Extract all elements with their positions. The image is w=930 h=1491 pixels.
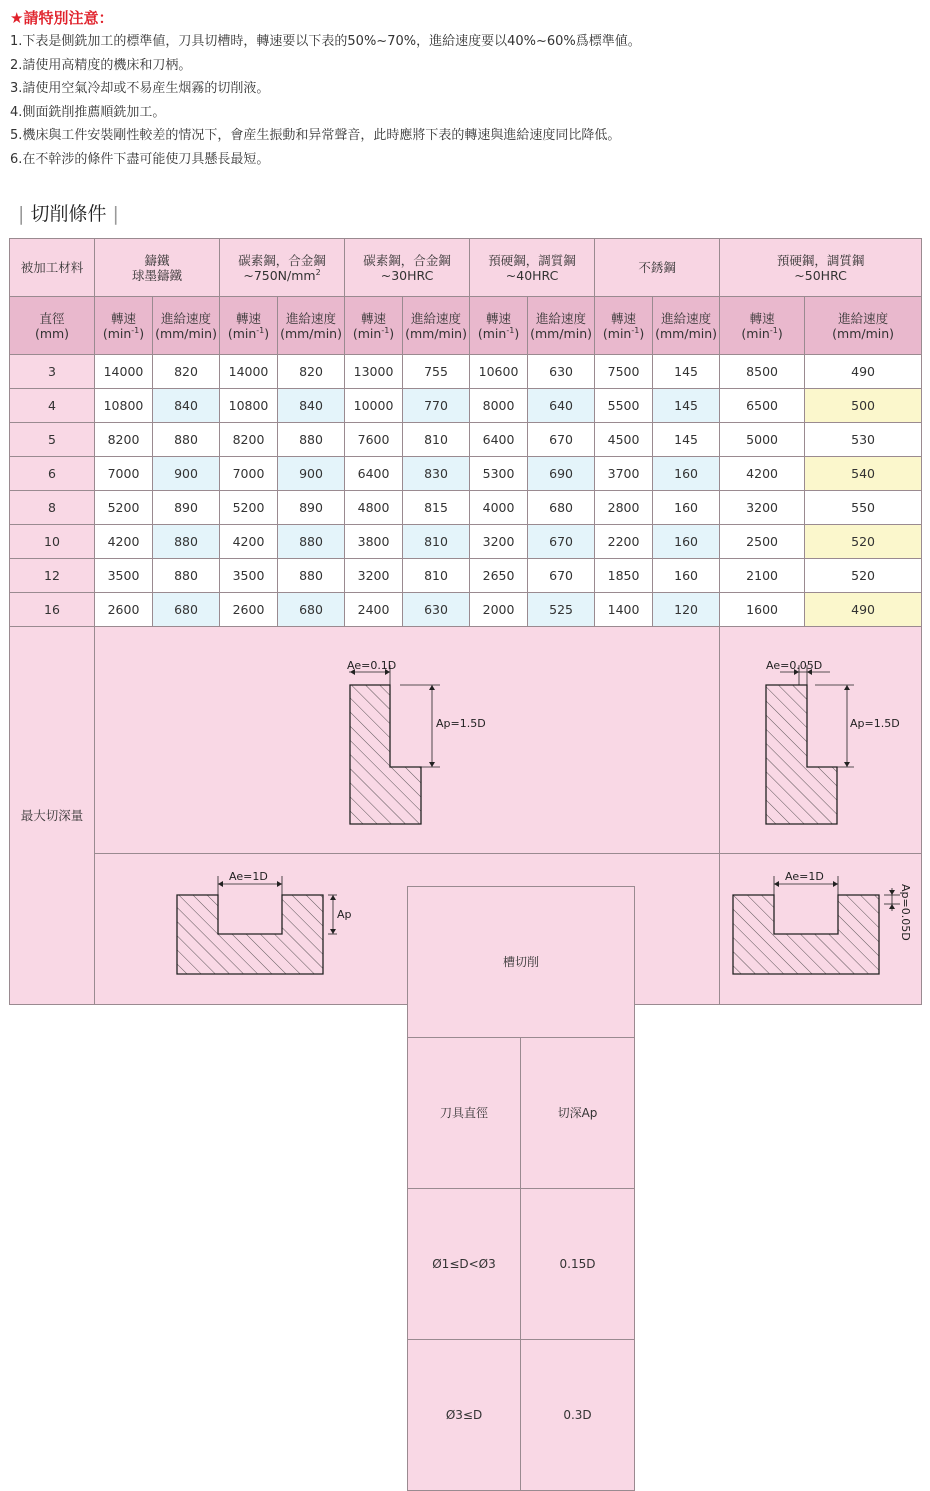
table-row	[10, 559, 922, 593]
speed-cell: 6400	[470, 423, 528, 457]
feed-cell: 820	[153, 355, 220, 389]
table-row	[10, 593, 922, 627]
feed-cell: 525	[528, 593, 595, 627]
side-milling-diagram-hard	[720, 627, 922, 854]
speed-cell: 4200	[95, 525, 153, 559]
feed-cell: 550	[805, 491, 922, 525]
diameter-cell: 8	[10, 491, 95, 525]
material-group: 鑄鐵 球墨鑄鐵	[95, 239, 220, 297]
speed-cell: 8200	[220, 423, 278, 457]
slot-workpiece-shape	[177, 895, 323, 974]
speed-cell: 7600	[345, 423, 403, 457]
feed-cell: 880	[153, 423, 220, 457]
table-row	[10, 491, 922, 525]
feed-cell: 145	[653, 355, 720, 389]
feed-header: 進給速度 (mm/min)	[528, 297, 595, 355]
speed-header: 轉速 $(\min^{-1})$	[470, 297, 528, 355]
speed-cell: 5200	[220, 491, 278, 525]
material-group: 碳素鋼，合金鋼 ~30HRC	[345, 239, 470, 297]
material-label: 被加工材料	[10, 239, 95, 297]
notice-line-5: 5.機床與工件安裝剛性較差的情况下，會産生振動和异常聲音，此時應將下表的轉速與進給速度同比降低。	[10, 128, 621, 144]
material-group: 不銹鋼	[595, 239, 720, 297]
groove-cell-diameter: Ø3≤D	[408, 1340, 521, 1491]
groove-table-title: 槽切削	[408, 887, 635, 1038]
feed-header: 進給速度 (mm/min)	[805, 297, 922, 355]
notice-line-2: 2.請使用高精度的機床和刀柄。	[10, 57, 192, 73]
speed-cell: 5200	[95, 491, 153, 525]
feed-cell: 840	[278, 389, 345, 423]
feed-cell: 820	[278, 355, 345, 389]
speed-cell: 1600	[720, 593, 805, 627]
speed-cell: 3500	[95, 559, 153, 593]
feed-header: 進給速度 (mm/min)	[153, 297, 220, 355]
feed-cell: 160	[653, 559, 720, 593]
speed-cell: 1400	[595, 593, 653, 627]
speed-cell: 3800	[345, 525, 403, 559]
speed-cell: 4800	[345, 491, 403, 525]
feed-cell: 890	[278, 491, 345, 525]
feed-cell: 680	[278, 593, 345, 627]
feed-cell: 670	[528, 423, 595, 457]
slot-workpiece-shape-hard	[733, 895, 879, 974]
ae-label: Ae=0.1D	[347, 659, 397, 672]
speed-cell: 14000	[95, 355, 153, 389]
speed-cell: 3700	[595, 457, 653, 491]
side-milling-drawing-hard	[720, 627, 922, 853]
speed-cell: 6400	[345, 457, 403, 491]
feed-cell: 815	[403, 491, 470, 525]
feed-cell: 810	[403, 559, 470, 593]
speed-cell: 2800	[595, 491, 653, 525]
workpiece-shape	[350, 685, 421, 824]
speed-cell: 8200	[95, 423, 153, 457]
ap-label: Ap=1.5D	[436, 717, 486, 730]
side-milling-diagram	[95, 627, 720, 854]
speed-cell: 8500	[720, 355, 805, 389]
speed-cell: 13000	[345, 355, 403, 389]
speed-cell: 10600	[470, 355, 528, 389]
feed-cell: 145	[653, 423, 720, 457]
speed-cell: 14000	[220, 355, 278, 389]
speed-cell: 10800	[95, 389, 153, 423]
feed-cell: 520	[805, 559, 922, 593]
feed-cell: 900	[278, 457, 345, 491]
speed-cell: 2200	[595, 525, 653, 559]
feed-cell: 640	[528, 389, 595, 423]
feed-cell: 680	[153, 593, 220, 627]
section-title-text: 切削條件	[30, 203, 107, 225]
section-bar-right: |	[112, 203, 119, 225]
slot-milling-diagram-hard	[720, 854, 922, 1005]
feed-cell: 490	[805, 593, 922, 627]
notice-line-1: 1.下表是側銑加工的標準値，刀具切槽時，轉速要以下表的50%~70%，進給速度要以40%~60%爲標準値。	[10, 34, 641, 49]
ap-label-hard: Ap=1.5D	[850, 717, 900, 730]
slot-milling-diagram	[95, 854, 720, 1422]
feed-cell: 880	[278, 559, 345, 593]
notice-title: ★請特別注意：	[10, 9, 114, 27]
groove-cutting-table	[407, 886, 635, 1491]
speed-cell: 10000	[345, 389, 403, 423]
feed-cell: 670	[528, 525, 595, 559]
feed-cell: 690	[528, 457, 595, 491]
feed-cell: 670	[528, 559, 595, 593]
speed-cell: 4200	[220, 525, 278, 559]
groove-cell-diameter: Ø1≤D<Ø3	[408, 1189, 521, 1340]
feed-cell: 490	[805, 355, 922, 389]
section-bar-left: |	[18, 203, 25, 225]
diameter-cell: 5	[10, 423, 95, 457]
feed-cell: 880	[278, 423, 345, 457]
diameter-cell: 12	[10, 559, 95, 593]
diameter-cell: 6	[10, 457, 95, 491]
speed-cell: 5000	[720, 423, 805, 457]
speed-cell: 8000	[470, 389, 528, 423]
speed-cell: 1850	[595, 559, 653, 593]
notice-line-4: 4.側面銑削推薦順銑加工。	[10, 104, 166, 120]
diameter-cell: 16	[10, 593, 95, 627]
notice-line-3: 3.請使用空氣冷却或不易産生烟霧的切削液。	[10, 81, 270, 97]
speed-cell: 3200	[470, 525, 528, 559]
groove-col-diameter: 刀具直徑	[408, 1038, 521, 1189]
speed-cell: 5300	[470, 457, 528, 491]
speed-cell: 3500	[220, 559, 278, 593]
feed-cell: 160	[653, 457, 720, 491]
diameter-cell: 4	[10, 389, 95, 423]
speed-header: 轉速 $(\min^{-1})$	[720, 297, 805, 355]
feed-cell: 840	[153, 389, 220, 423]
groove-cell-depth: 0.3D	[521, 1340, 635, 1491]
speed-cell: 7000	[220, 457, 278, 491]
speed-cell: 4200	[720, 457, 805, 491]
feed-cell: 880	[153, 525, 220, 559]
speed-cell: 2650	[470, 559, 528, 593]
table-row	[10, 525, 922, 559]
speed-cell: 3200	[720, 491, 805, 525]
feed-cell: 880	[278, 525, 345, 559]
feed-header: 進給速度 (mm/min)	[653, 297, 720, 355]
speed-header: 轉速 $(\min^{-1})$	[345, 297, 403, 355]
material-group: 碳素鋼，合金鋼 $\sim 750N/mm^2$	[220, 239, 345, 297]
speed-cell: 2500	[720, 525, 805, 559]
speed-cell: 2400	[345, 593, 403, 627]
feed-cell: 500	[805, 389, 922, 423]
max-depth-label: 最大切深量	[10, 627, 95, 1005]
slot-ap-label-hard: Ap=0.05D	[899, 884, 913, 941]
diameter-cell: 3	[10, 355, 95, 389]
slot-milling-drawing-hard	[720, 854, 922, 1004]
feed-header: 進給速度 (mm/min)	[278, 297, 345, 355]
speed-header: 轉速 $(\min^{-1})$	[95, 297, 153, 355]
section-title	[18, 200, 119, 228]
feed-cell: 630	[528, 355, 595, 389]
speed-header: 轉速 $(\min^{-1})$	[220, 297, 278, 355]
feed-cell: 145	[653, 389, 720, 423]
feed-cell: 680	[528, 491, 595, 525]
feed-cell: 530	[805, 423, 922, 457]
speed-cell: 2000	[470, 593, 528, 627]
slot-ae-label: Ae=1D	[229, 870, 268, 883]
workpiece-shape-hard	[766, 685, 837, 824]
speed-cell: 6500	[720, 389, 805, 423]
header-row-units	[10, 297, 922, 355]
speed-cell: 3200	[345, 559, 403, 593]
feed-cell: 540	[805, 457, 922, 491]
side-milling-drawing	[95, 627, 719, 853]
feed-cell: 755	[403, 355, 470, 389]
diameter-header: 直徑 (mm)	[10, 297, 95, 355]
speed-cell: 10800	[220, 389, 278, 423]
table-row	[10, 423, 922, 457]
slot-ap-label: Ap	[337, 908, 352, 921]
feed-cell: 890	[153, 491, 220, 525]
table-row	[10, 355, 922, 389]
header-row-materials	[10, 239, 922, 297]
groove-cell-depth: 0.15D	[521, 1189, 635, 1340]
diagram-row-side	[10, 627, 922, 854]
speed-cell: 2100	[720, 559, 805, 593]
speed-cell: 2600	[95, 593, 153, 627]
feed-cell: 830	[403, 457, 470, 491]
speed-cell: 7000	[95, 457, 153, 491]
notice-line-6: 6.在不幹涉的條件下盡可能使刀具懸長最短。	[10, 151, 270, 167]
feed-cell: 770	[403, 389, 470, 423]
material-group: 預硬鋼，調質鋼 ~40HRC	[470, 239, 595, 297]
speed-cell: 2600	[220, 593, 278, 627]
speed-cell: 4000	[470, 491, 528, 525]
feed-cell: 880	[153, 559, 220, 593]
feed-header: 進給速度 (mm/min)	[403, 297, 470, 355]
speed-header: 轉速 $(\min^{-1})$	[595, 297, 653, 355]
feed-cell: 160	[653, 491, 720, 525]
feed-cell: 900	[153, 457, 220, 491]
diagram-row-slot	[10, 854, 922, 1005]
table-row	[10, 457, 922, 491]
notice-block	[10, 6, 910, 172]
feed-cell: 120	[653, 593, 720, 627]
ae-label-hard: Ae=0.05D	[766, 659, 823, 672]
feed-cell: 810	[403, 525, 470, 559]
feed-cell: 520	[805, 525, 922, 559]
table-row	[10, 389, 922, 423]
material-group: 預硬鋼，調質鋼 ~50HRC	[720, 239, 922, 297]
speed-cell: 7500	[595, 355, 653, 389]
speed-cell: 5500	[595, 389, 653, 423]
groove-col-depth: 切深Ap	[521, 1038, 635, 1189]
feed-cell: 160	[653, 525, 720, 559]
slot-ae-label-hard: Ae=1D	[785, 870, 824, 883]
cutting-conditions-table	[9, 238, 922, 1422]
diameter-cell: 10	[10, 525, 95, 559]
speed-cell: 4500	[595, 423, 653, 457]
feed-cell: 810	[403, 423, 470, 457]
feed-cell: 630	[403, 593, 470, 627]
